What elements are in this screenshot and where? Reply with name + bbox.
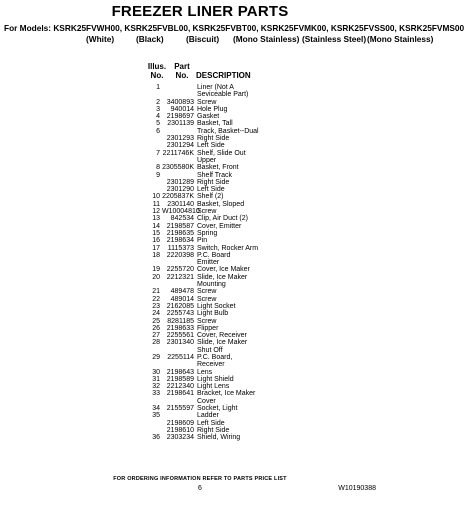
part-number: 2198634 [166, 237, 194, 245]
table-row [0, 215, 400, 222]
part-description: Left Side [197, 419, 225, 427]
part-description: Gasket [197, 113, 220, 121]
part-number: 940014 [170, 105, 194, 113]
part-description: Seviceable Part) [197, 91, 249, 99]
illus-number: 13 [152, 215, 160, 223]
part-number: 2220398 [166, 251, 194, 259]
illus-number: 33 [152, 390, 160, 398]
illus-number: 36 [152, 434, 160, 442]
illus-number: 6 [156, 127, 160, 135]
part-description: Basket, Sloped [197, 200, 245, 208]
part-description: Right Side [197, 135, 230, 143]
part-description: Cover, Receiver [197, 332, 247, 340]
part-description: Cover [197, 397, 216, 405]
illus-number: 24 [152, 310, 160, 318]
part-description: Right Side [197, 178, 230, 186]
illus-number: 12 [152, 208, 160, 216]
part-description: Light Bulb [197, 310, 229, 318]
part-number: 2301293 [166, 135, 194, 143]
illus-number: 28 [152, 339, 160, 347]
illus-number: 14 [152, 222, 160, 230]
part-description: Basket, Front [197, 164, 239, 172]
table-row [0, 193, 400, 200]
table-row [0, 398, 400, 405]
table-row [0, 223, 400, 230]
table-row [0, 99, 400, 106]
part-description: Clip, Air Duct (2) [197, 215, 248, 223]
part-description: Cover, Emitter [197, 222, 242, 230]
color-label: (Stainless Steel) [302, 34, 367, 44]
illus-number: 1 [156, 84, 160, 91]
part-description: Bracket, Ice Maker [197, 390, 256, 398]
illus-number: 34 [152, 405, 160, 413]
part-description: Left Side [197, 142, 225, 150]
table-row [0, 266, 400, 273]
illus-number: 31 [152, 375, 160, 383]
illus-number: 8 [156, 164, 160, 172]
part-description: Pin [197, 237, 208, 245]
description-header: DESCRIPTION [196, 71, 251, 80]
part-description: Screw [197, 295, 217, 303]
table-row [0, 150, 400, 157]
part-description: Shelf (2) [197, 193, 224, 201]
part-number: 2301340 [166, 339, 194, 347]
part-description: Mounting [197, 281, 226, 289]
table-row [0, 420, 400, 427]
illus-number: 30 [152, 368, 160, 376]
illus-number: 7 [156, 149, 160, 157]
table-row [0, 310, 400, 317]
part-description: Shelf Track [197, 171, 233, 179]
table-row [0, 296, 400, 303]
table-row [0, 259, 400, 266]
illus-number: 23 [152, 302, 160, 310]
part-description: Upper [197, 156, 217, 164]
part-description: Right Side [197, 426, 230, 434]
table-row [0, 376, 400, 383]
illus-number: 32 [152, 383, 160, 391]
ordering-note: FOR ORDERING INFORMATION REFER TO PARTS PRICE LIST [113, 476, 287, 482]
part-number: 2205837K [162, 193, 194, 201]
table-row [0, 325, 400, 332]
part-number: 2155597 [166, 405, 194, 413]
part-number: 2198610 [166, 426, 194, 434]
part-number: 1115373 [167, 244, 194, 252]
part-description: P.C. Board, [197, 353, 233, 361]
part-number: 2198641 [166, 390, 194, 398]
illus-number: 26 [152, 324, 160, 332]
illus-number: 19 [152, 266, 160, 274]
part-description: Ladder [197, 412, 219, 420]
illus-header [146, 62, 168, 80]
table-row [0, 281, 400, 288]
table-row [0, 303, 400, 310]
part-number: 2301294 [166, 142, 194, 150]
part-description: Slide, Ice Maker [197, 273, 248, 281]
part-description: Light Socket [197, 302, 236, 310]
part-number: 2301290 [166, 186, 194, 194]
table-row [0, 237, 400, 244]
models-line: For Models: KSRK25FVWH00, KSRK25FVBL00, KSRK25FVBT00, KSRK25FVMK00, KSRK25FVSS00, KSRK25FVMS00 [4, 23, 464, 33]
table-row [0, 318, 400, 325]
part-description: Socket, Light [197, 405, 238, 413]
illus-number: 2 [156, 98, 160, 106]
part-number: 3400893 [166, 98, 194, 106]
illus-number: 22 [152, 295, 160, 303]
part-number: 489478 [170, 288, 194, 296]
illus-number: 35 [152, 412, 160, 420]
part-description: Track, Basket--Dual [197, 127, 259, 135]
illus-number: 9 [156, 171, 160, 179]
illus-number: 21 [152, 288, 160, 296]
page-title: FREEZER LINER PARTS [111, 3, 289, 20]
table-row [0, 274, 400, 281]
color-label: (Black) [136, 34, 164, 44]
table-row [0, 186, 400, 193]
part-number: 2211746K [162, 149, 194, 157]
part-number: 2198609 [166, 419, 194, 427]
part-number: 2255561 [166, 332, 194, 340]
part-description: Switch, Rocker Arm [197, 244, 259, 252]
part-number: 2255114 [167, 353, 194, 361]
table-row [0, 230, 400, 237]
illus-number: 17 [152, 244, 160, 252]
table-row [0, 245, 400, 252]
part-number: 2212340 [166, 383, 194, 391]
table-row [0, 390, 400, 397]
part-number: 2198697 [166, 113, 194, 121]
table-row [0, 412, 400, 419]
table-row [0, 354, 400, 361]
table-row [0, 84, 400, 91]
illus-number: 11 [152, 200, 160, 208]
color-label: (Mono Stainless) [233, 34, 300, 44]
table-row [0, 347, 400, 354]
illus-number: 25 [152, 317, 160, 325]
table-row [0, 128, 400, 135]
part-number: 2303234 [166, 434, 194, 442]
part-number: 2255720 [166, 266, 194, 274]
table-row [0, 142, 400, 149]
part-description: Flipper [197, 324, 219, 332]
table-row [0, 383, 400, 390]
table-row [0, 405, 400, 412]
part-description: Screw [197, 288, 217, 296]
table-row [0, 120, 400, 127]
table-row [0, 369, 400, 376]
table-row [0, 332, 400, 339]
part-number: 2301139 [167, 120, 194, 128]
illus-number: 20 [152, 273, 160, 281]
part-number: 2198589 [166, 375, 194, 383]
part-description: Lens [197, 368, 213, 376]
part-description: Shelf, Slide Out [197, 149, 246, 157]
table-row [0, 164, 400, 171]
part-description: Screw [197, 208, 217, 216]
illus-number: 5 [156, 120, 160, 128]
color-label: (Mono Stainless) [367, 34, 434, 44]
part-number: 2305580K [162, 164, 194, 172]
table-row [0, 361, 400, 368]
part-description: P.C. Board [197, 251, 231, 259]
part-description: Shield, Wiring [197, 434, 241, 442]
illus-number: 10 [152, 193, 160, 201]
part-description: Shut Off [197, 346, 223, 354]
part-description: Screw [197, 98, 217, 106]
part-description: Light Lens [197, 383, 230, 391]
table-row [0, 288, 400, 295]
color-label: (Biscuit) [186, 34, 220, 44]
table-row [0, 157, 400, 164]
page-number: 6 [198, 485, 202, 492]
illus-number: 15 [152, 229, 160, 237]
illus-number: 29 [152, 353, 160, 361]
table-row [0, 106, 400, 113]
part-description: Slide, Ice Maker [197, 339, 248, 347]
part-number: 2301289 [166, 178, 194, 186]
part-description: Basket, Tall [197, 120, 233, 128]
parts-list [0, 84, 400, 442]
part-description: Hole Plug [197, 105, 228, 113]
table-row [0, 113, 400, 120]
illus-number: 18 [152, 251, 160, 259]
part-number: 2198587 [166, 222, 194, 230]
document-number: W10190388 [338, 485, 376, 492]
part-description: Screw [197, 317, 217, 325]
illus-number: 3 [156, 105, 160, 113]
part-number: 2301140 [167, 200, 194, 208]
part-number: 2162085 [166, 302, 194, 310]
table-row [0, 339, 400, 346]
part-description: Spring [197, 229, 218, 237]
table-row [0, 252, 400, 259]
part-description: Liner (Not A [197, 84, 234, 91]
part-header [172, 62, 192, 80]
part-number: 842534 [170, 215, 194, 223]
part-number: W10004810 [162, 208, 200, 216]
part-number: 2198635 [166, 229, 194, 237]
illus-number: 4 [156, 113, 160, 121]
table-row [0, 208, 400, 215]
illus-header-line1: Illus. [147, 62, 167, 71]
table-row [0, 172, 400, 179]
part-number: 2198643 [166, 368, 194, 376]
table-row [0, 179, 400, 186]
illus-number: 27 [152, 332, 160, 340]
part-description: Left Side [197, 186, 225, 194]
part-number: 489014 [170, 295, 194, 303]
table-row [0, 201, 400, 208]
part-description: Emitter [197, 259, 220, 267]
part-number: 2212321 [166, 273, 194, 281]
illus-header-line2: No. [150, 71, 164, 80]
part-number: 8281185 [167, 317, 194, 325]
table-row [0, 434, 400, 441]
part-number: 2198633 [166, 324, 194, 332]
color-label: (White) [86, 34, 115, 44]
part-header-line1: Part [174, 62, 190, 71]
part-description: Light Shield [197, 375, 234, 383]
part-header-line2: No. [175, 71, 189, 80]
table-row [0, 427, 400, 434]
table-row [0, 135, 400, 142]
illus-number: 16 [152, 237, 160, 245]
part-description: Cover, Ice Maker [197, 266, 250, 274]
table-row [0, 91, 400, 98]
part-number: 2255743 [166, 310, 194, 318]
part-description: Receiver [197, 361, 225, 369]
